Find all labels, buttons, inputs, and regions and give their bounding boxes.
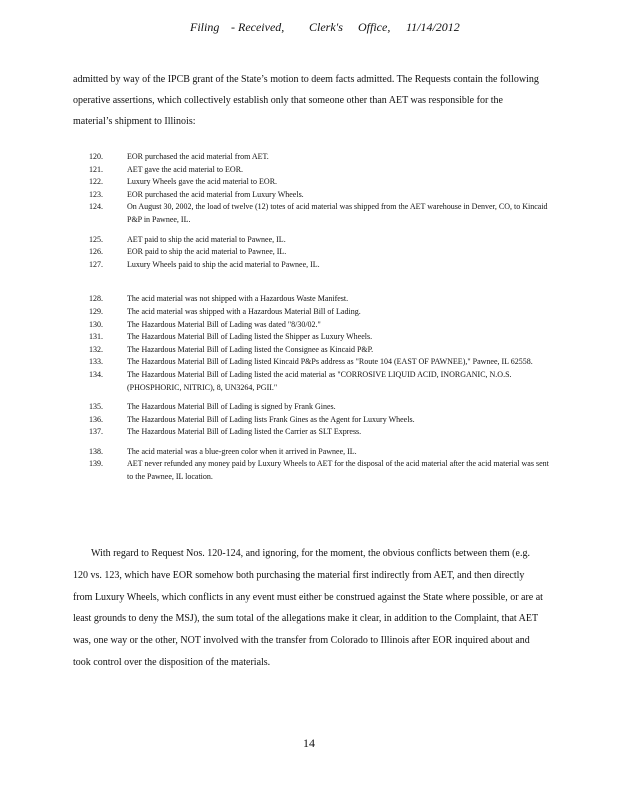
request-number: 121. — [89, 164, 103, 174]
request-number: 135. — [89, 402, 103, 412]
header-clerks: Clerk's — [309, 20, 343, 34]
list-item — [89, 344, 549, 357]
request-text: The Hazardous Material Bill of Lading listed Kincaid P&Ps address as "Route 104 (EAST OF PAWNEE)," Pawnee, IL 62558. — [127, 357, 533, 367]
list-item — [89, 331, 549, 344]
page-number: 14 — [303, 736, 315, 750]
list-item — [89, 356, 549, 369]
request-number: 127. — [89, 259, 103, 269]
list-item — [89, 306, 549, 319]
list-item — [89, 319, 549, 332]
request-text: The Hazardous Material Bill of Lading lists Frank Gines as the Agent for Luxury Wheels. — [127, 414, 415, 424]
request-number: 126. — [89, 247, 103, 257]
request-number: 133. — [89, 357, 103, 367]
request-number: 125. — [89, 234, 103, 244]
header-office: Office, — [358, 20, 391, 34]
request-number: 128. — [89, 294, 103, 304]
request-number: 132. — [89, 344, 103, 354]
list-item — [89, 446, 549, 459]
request-text: Luxury Wheels gave the acid material to EOR. — [127, 177, 278, 187]
list-item — [89, 234, 549, 247]
request-text: On August 30, 2002, the load of twelve (12) totes of acid material was shipped from the AET warehouse in Denver, CO, to Kincaid P&P in Pawnee, IL. — [127, 202, 548, 224]
list-item — [89, 414, 549, 427]
request-text: The acid material was not shipped with a Hazardous Waste Manifest. — [127, 294, 349, 304]
request-group — [89, 401, 549, 439]
request-number: 123. — [89, 189, 103, 199]
request-number: 131. — [89, 332, 103, 342]
request-group — [89, 293, 549, 394]
list-item — [89, 369, 549, 394]
request-text: The Hazardous Material Bill of Lading listed the Carrier as SLT Express. — [127, 427, 362, 437]
request-number: 137. — [89, 427, 103, 437]
request-text: The Hazardous Material Bill of Lading listed the acid material as "CORROSIVE LIQUID ACID, INORGANIC, N.O.S. (PHOSPHORIC, NITRIC), 8, UN3264, PGII." — [127, 369, 512, 392]
list-item — [89, 426, 549, 439]
list-item — [89, 151, 549, 164]
header-filing: Filing — [190, 20, 220, 34]
request-number: 122. — [89, 177, 103, 187]
requests-list — [89, 151, 549, 484]
list-item — [89, 176, 549, 189]
request-text: The Hazardous Material Bill of Lading listed the Consignee as Kincaid P&P. — [127, 344, 374, 354]
list-item — [89, 259, 549, 272]
list-item — [89, 201, 549, 226]
filing-header — [0, 20, 618, 38]
request-text: EOR purchased the acid material from Luxury Wheels. — [127, 189, 304, 199]
list-item — [89, 246, 549, 259]
request-number: 139. — [89, 459, 103, 469]
list-item — [89, 401, 549, 414]
request-number: 130. — [89, 319, 103, 329]
request-number: 134. — [89, 369, 103, 379]
request-number: 120. — [89, 152, 103, 161]
list-item — [89, 164, 549, 177]
header-received: - Received, — [231, 20, 285, 34]
request-text: AET paid to ship the acid material to Pawnee, IL. — [127, 234, 286, 244]
request-number: 124. — [89, 202, 103, 212]
request-text: Luxury Wheels paid to ship the acid material to Pawnee, IL. — [127, 259, 320, 269]
request-group — [89, 234, 549, 272]
request-text: EOR purchased the acid material from AET. — [127, 152, 269, 161]
request-number: 138. — [89, 446, 103, 456]
body-paragraph-text: With regard to Request Nos. 120-124, and ignoring, for the moment, the obvious conflicts between them (e.g. 120 vs. 123, which have EOR somehow both purchasing the material first indirectly from AET, and then directly from Luxury Wheels, which conflicts in any event must either be construed against the State where possible, or are at least grounds to deny the MSJ), the sum total of the allegations make it clear, in addition to the Complaint, that AET was, one way or the other, NOT involved with the transfer from Colorado to Illinois after EOR inquired about and took control over the disposition of the materials. — [73, 548, 543, 668]
request-text: AET gave the acid material to EOR. — [127, 164, 244, 174]
header-date: 11/14/2012 — [406, 20, 460, 34]
request-group — [89, 446, 549, 484]
list-item — [89, 189, 549, 202]
request-number: 129. — [89, 306, 103, 316]
request-text: The Hazardous Material Bill of Lading is signed by Frank Gines. — [127, 402, 336, 412]
intro-paragraph: admitted by way of the IPCB grant of the State’s motion to deem facts admitted. The Requests contain the following operative assertions, which collectively establish only that someone other than AET was responsible for the material’s shipment to Illinois: — [73, 74, 539, 127]
request-group — [89, 151, 549, 227]
body-paragraph — [73, 543, 543, 674]
request-text: EOR paid to ship the acid material to Pawnee, IL. — [127, 247, 287, 257]
request-text: The acid material was shipped with a Hazardous Material Bill of Lading. — [127, 306, 361, 316]
request-number: 136. — [89, 414, 103, 424]
list-item — [89, 293, 549, 306]
request-text: The acid material was a blue-green color when it arrived in Pawnee, IL. — [127, 446, 357, 456]
request-text: AET never refunded any money paid by Luxury Wheels to AET for the disposal of the acid material after the acid material was sent to the Pawnee, IL location. — [127, 459, 549, 482]
request-text: The Hazardous Material Bill of Lading was dated "8/30/02." — [127, 319, 321, 329]
list-item — [89, 458, 549, 483]
request-text: The Hazardous Material Bill of Lading listed the Shipper as Luxury Wheels. — [127, 332, 373, 342]
